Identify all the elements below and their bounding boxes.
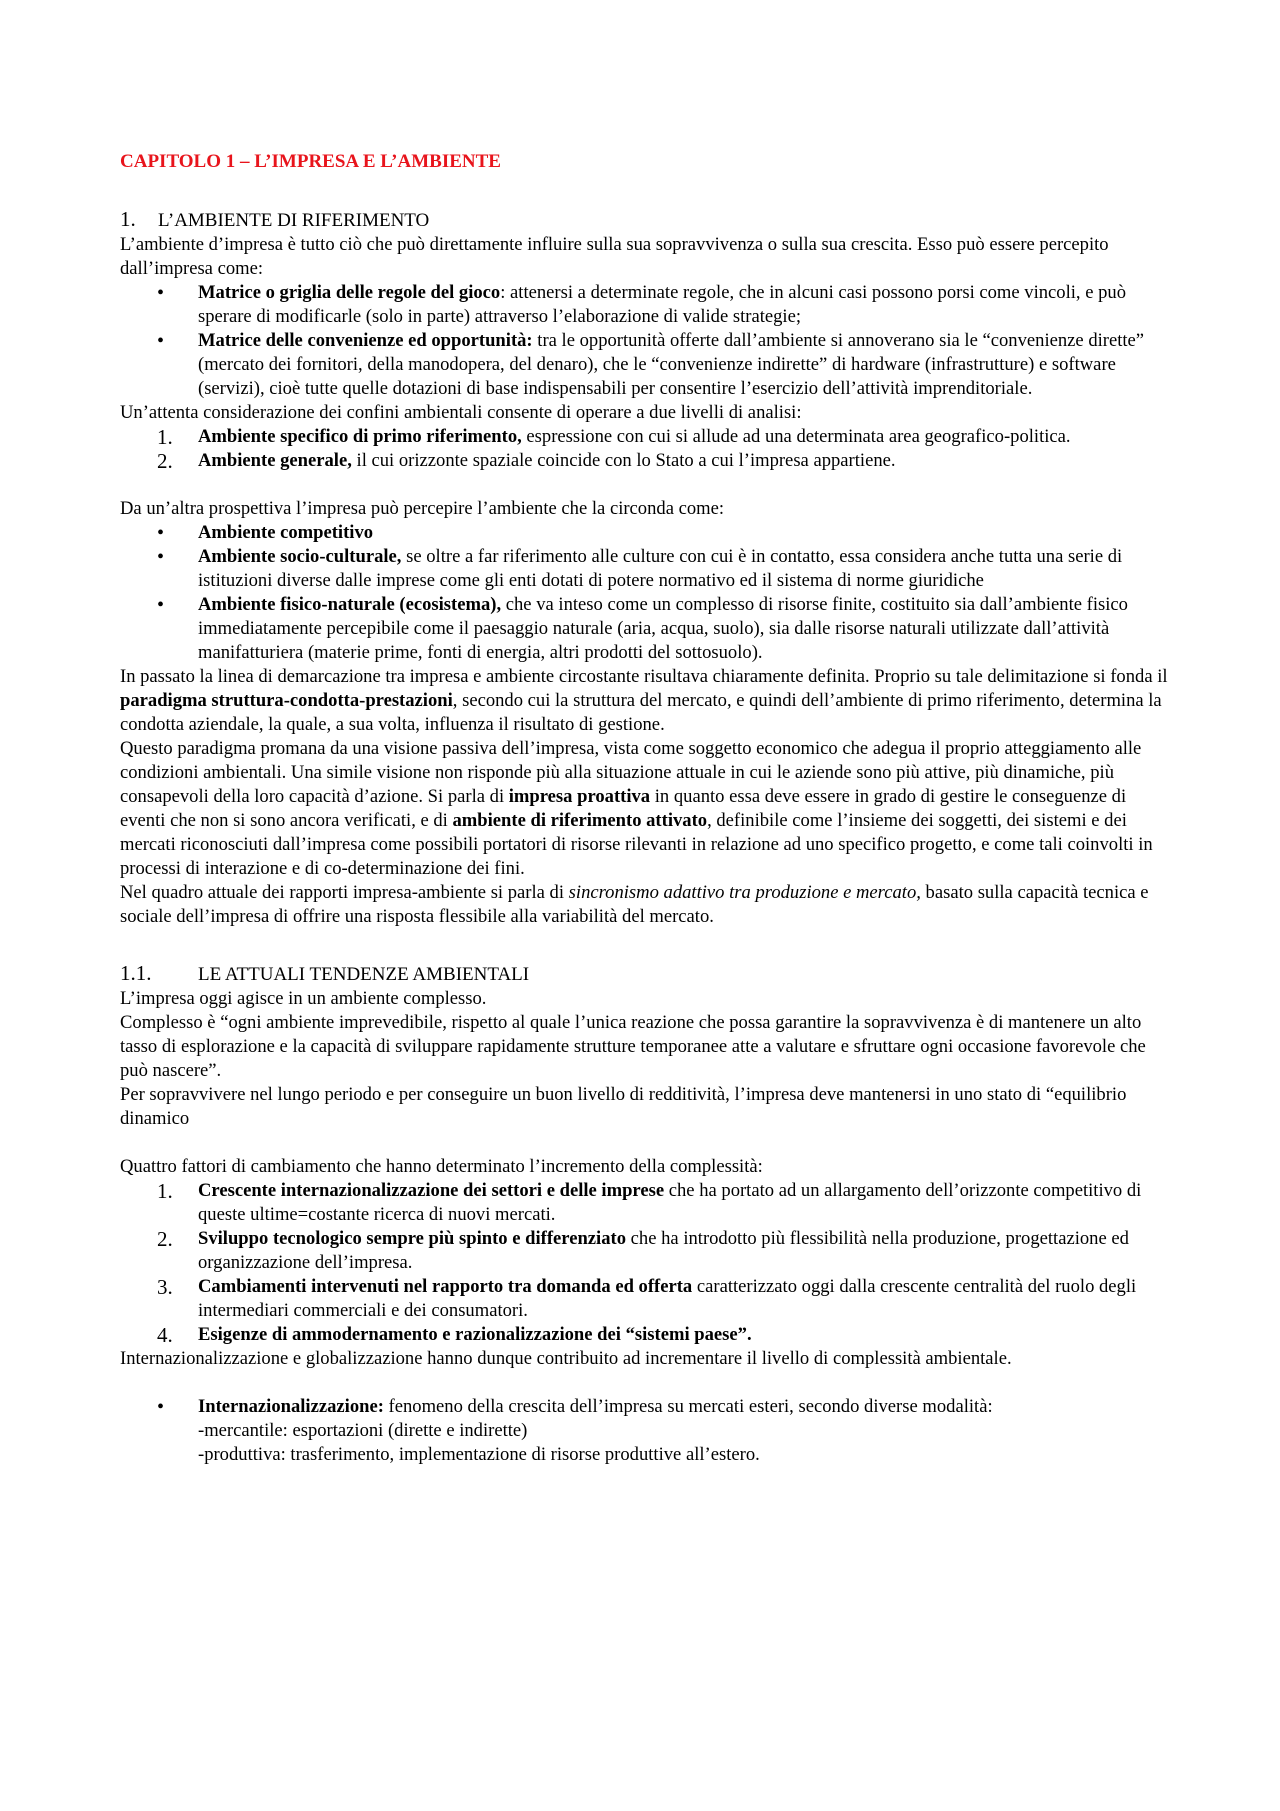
bold-term: Cambiamenti intervenuti nel rapporto tra domanda ed offerta (198, 1276, 693, 1297)
bold-term: paradigma struttura-condotta-prestazioni (120, 690, 453, 711)
section-heading (120, 207, 1170, 233)
bold-term: Ambiente specifico di primo riferimento, (198, 426, 522, 447)
list-item (120, 425, 1170, 449)
list-item-text: che ha portato ad un allargamento dell’orizzonte competitivo di queste ultime=costante ricerca di nuovi mercati. (198, 1180, 1142, 1225)
list-item (120, 1227, 1170, 1275)
number-mark: 1. (157, 1179, 173, 1203)
list-item (120, 1275, 1170, 1323)
bullet-mark: • (157, 522, 165, 544)
bold-term: Ambiente fisico-naturale (ecosistema), (198, 594, 502, 615)
list-item-text: -mercantile: esportazioni (dirette e indirette) (198, 1420, 528, 1441)
paragraph: L’impresa oggi agisce in un ambiente complesso. (120, 988, 487, 1009)
spacer (120, 1371, 1170, 1395)
bullet-mark: • (157, 1396, 165, 1418)
bold-term: Ambiente competitivo (198, 522, 374, 543)
list-item (120, 329, 1170, 401)
paragraph: Quattro fattori di cambiamento che hanno determinato l’incremento della complessità: (120, 1156, 763, 1177)
document-page (120, 150, 1170, 1467)
bold-term: Esigenze di ammodernamento e razionalizzazione dei “sistemi paese”. (198, 1324, 752, 1345)
subsection-title: LE ATTUALI TENDENZE AMBIENTALI (198, 964, 530, 985)
paragraph-text: , definibile come l’insieme dei soggetti, dei sistemi e dei mercati riconosciuti dall’impresa come possibili portatori di risorse rilevanti in relazione ad uno specifico progetto, e come tali coinvolti in processi di interazione e di co-determinazione dei fini. (120, 810, 1153, 879)
bold-term: Matrice o griglia delle regole del gioco (198, 282, 501, 303)
paragraph (120, 881, 1170, 929)
number-mark: 2. (157, 1227, 173, 1251)
bullet-mark: • (157, 330, 165, 352)
bullet-mark: • (157, 594, 165, 616)
list-item-text: che va inteso come un complesso di risorse finite, costituito sia dall’ambiente fisico immediatamente percepibile come il paesaggio naturale (aria, acqua, suolo), sia dalle risorse naturali utilizzate dall’attività manifatturiera (materie prime, fonti di energia, altri prodotti del sottosuolo). (198, 594, 1128, 663)
paragraph (120, 665, 1170, 737)
list-item-text: che ha introdotto più flessibilità nella produzione, progettazione ed organizzazione dell’impresa. (198, 1228, 1129, 1273)
paragraph: Complesso è “ogni ambiente imprevedibile, rispetto al quale l’unica reazione che possa garantire la sopravvivenza è di mantenere un alto tasso di esplorazione e la capacità di sviluppare rapidamente strutture temporanee atte a valutare e sfruttare ogni occasione favorevole che può nascere”. (120, 1012, 1146, 1081)
bold-term: Sviluppo tecnologico sempre più spinto e differenziato (198, 1228, 627, 1249)
spacer (120, 1131, 1170, 1155)
list-item (120, 593, 1170, 665)
paragraph-text: Questo paradigma promana da una visione passiva dell’impresa, vista come soggetto economico che adegua il proprio atteggiamento alle condizioni ambientali. Una simile visione non risponde più alla situazione attuale in cui le aziende sono più attive, più dinamiche, più consapevoli della loro capacità d’azione. Si parla di (120, 738, 1142, 807)
list-item (120, 449, 1170, 473)
paragraph-text: Nel quadro attuale dei rapporti impresa-ambiente si parla di (120, 882, 569, 903)
chapter-title: CAPITOLO 1 – L’IMPRESA E L’AMBIENTE (120, 151, 501, 172)
bullet-mark: • (157, 282, 165, 304)
list-item-text: caratterizzato oggi dalla crescente centralità del ruolo degli intermediari commerciali e dei consumatori. (198, 1276, 1137, 1321)
list-item-text: fenomeno della crescita dell’impresa su mercati esteri, secondo diverse modalità: (383, 1396, 993, 1417)
bold-term: impresa proattiva (508, 786, 651, 807)
subsection-heading (120, 961, 1170, 987)
subsection-number: 1.1. (120, 961, 152, 985)
paragraph: Per sopravvivere nel lungo periodo e per conseguire un buon livello di redditività, l’impresa deve mantenersi in uno stato di “equilibrio dinamico (120, 1084, 1127, 1129)
section-title: L’AMBIENTE DI RIFERIMENTO (158, 210, 430, 231)
paragraph-text: In passato la linea di demarcazione tra impresa e ambiente circostante risultava chiaramente definita. Proprio su tale delimitazione si fonda il (120, 666, 1168, 687)
paragraph: L’ambiente d’impresa è tutto ciò che può direttamente influire sulla sua sopravvivenza o sulla sua crescita. Esso può essere percepito dall’impresa come: (120, 234, 1109, 279)
number-mark: 1. (157, 425, 173, 449)
bold-term: Ambiente generale, (198, 450, 352, 471)
number-mark: 4. (157, 1323, 173, 1347)
paragraph: Internazionalizzazione e globalizzazione hanno dunque contribuito ad incrementare il livello di complessità ambientale. (120, 1348, 1012, 1369)
numbered-list (120, 425, 1170, 473)
list-item-text: il cui orizzonte spaziale coincide con lo Stato a cui l’impresa appartiene. (351, 450, 896, 471)
paragraph-text: , secondo cui la struttura del mercato, e quindi dell’ambiente di primo riferimento, determina la condotta aziendale, la quale, a sua volta, influenza il risultato di gestione. (120, 690, 1162, 735)
number-mark: 3. (157, 1275, 173, 1299)
bold-term: Crescente internazionalizzazione dei settori e delle imprese (198, 1180, 665, 1201)
bold-term: ambiente di riferimento attivato (452, 810, 708, 831)
numbered-list (120, 1179, 1170, 1347)
paragraph-text: basato sulla capacità tecnica e sociale dell’impresa di offrire una risposta flessibile alla variabilità del mercato. (120, 882, 1149, 927)
list-item-text: -produttiva: trasferimento, implementazione di risorse produttive all’estero. (198, 1444, 760, 1465)
spacer (120, 473, 1170, 497)
list-item (120, 281, 1170, 329)
number-mark: 2. (157, 449, 173, 473)
list-item-text: tra le opportunità offerte dall’ambiente si annoverano sia le “convenienze dirette” (mercato dei fornitori, della manodopera, del denaro), che le “convenienze indirette” di hardware (infrastrutture) e software (servizi), cioè tutte quelle dotazioni di base indispensabili per consentire l’esercizio dell’attività imprenditoriale. (198, 330, 1145, 399)
bold-term: Matrice delle convenienze ed opportunità: (198, 330, 533, 351)
list-item (120, 1395, 1170, 1467)
paragraph: Da un’altra prospettiva l’impresa può percepire l’ambiente che la circonda come: (120, 498, 725, 519)
section-number: 1. (120, 207, 136, 231)
bullet-list (120, 521, 1170, 665)
list-item-text: se oltre a far riferimento alle culture con cui è in contatto, essa considera anche tutta una serie di istituzioni diverse dalle imprese come gli enti dotati di potere normativo ed il sistema di norme giuridiche (198, 546, 1123, 591)
paragraph (120, 737, 1170, 881)
list-item (120, 545, 1170, 593)
list-item-text: espressione con cui si allude ad una determinata area geografico-politica. (521, 426, 1071, 447)
list-item (120, 1323, 1170, 1347)
bullet-list (120, 281, 1170, 401)
list-item (120, 1179, 1170, 1227)
italic-term: sincronismo adattivo tra produzione e mercato, (568, 882, 921, 903)
paragraph-text: in quanto essa deve essere in grado di gestire le conseguenze di eventi che non si sono ancora verificati, e di (120, 786, 1127, 831)
list-item (120, 521, 1170, 545)
bold-term: Internazionalizzazione: (198, 1396, 384, 1417)
bullet-mark: • (157, 546, 165, 568)
list-item-text: : attenersi a determinate regole, che in alcuni casi possono porsi come vincoli, e può sperare di modificarle (solo in parte) attraverso l’elaborazione di valide strategie; (198, 282, 1127, 327)
bold-term: Ambiente socio-culturale, (198, 546, 402, 567)
bullet-list (120, 1395, 1170, 1467)
paragraph: Un’attenta considerazione dei confini ambientali consente di operare a due livelli di analisi: (120, 402, 802, 423)
